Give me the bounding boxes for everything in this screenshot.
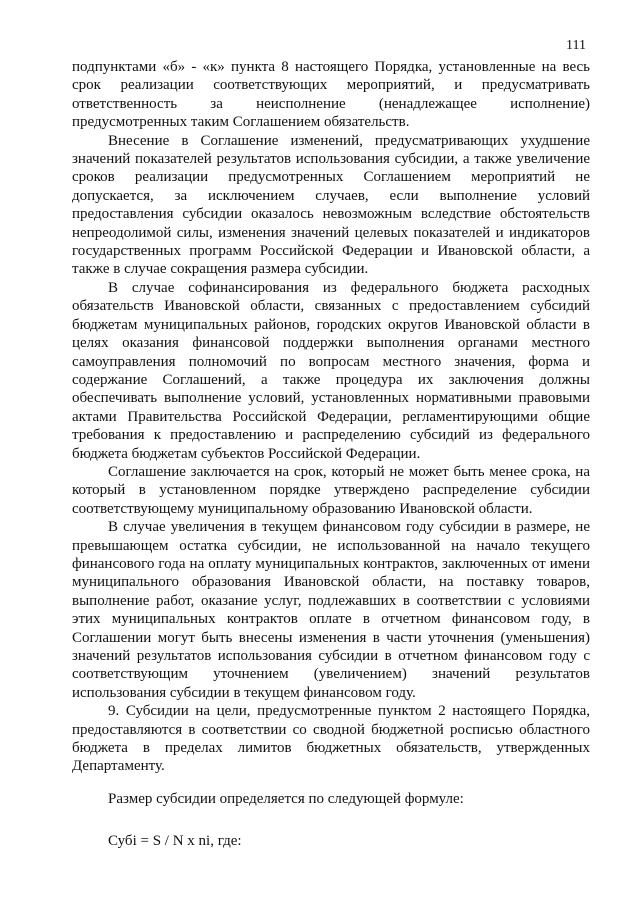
- paragraph: В случае увеличения в текущем финансовом году субсидии в размере, не превышающем остатка субсидии, не использованной на начало текущего финансового года на оплату муниципальных контрактов, заключенных от имени муниципального образования Ивановской области, на поставку товаров, выполнение работ, оказание услуг, подлежавших в соответствии с условиями этих муниципальных контрактов оплате в отчетном финансовом году, в Соглашении могут быть внесены изменения в части уточнения (уменьшения) значений результатов использования субсидии в отчетном финансовом году с соответствующим уточнением (увеличением) значений результатов использования субсидии в текущем финансовом году.: [72, 519, 590, 701]
- paragraph: подпунктами «б» - «к» пункта 8 настоящего Порядка, установленные на весь срок реализации соответствующих мероприятий, и предусматривать ответственность за неисполнение (ненадлежащее исполнение) предусмотренных таким Соглашением обязательств.: [72, 59, 590, 131]
- paragraph: В случае софинансирования из федерального бюджета расходных обязательств Ивановской области, связанных с предоставлением субсидий бюджетам муниципальных районов, городских округов Ивановской области в целях оказания финансовой поддержки выполнения органами местного самоуправления полномочий по вопросам местного значения, форма и содержание Соглашений, а также процедура их заключения должны обеспечивать выполнение условий, установленных нормативными правовыми актами Правительства Российской Федерации, регламентирующими общие требования к предоставлению и распределению субсидий из федерального бюджета бюджетам субъектов Российской Федерации.: [72, 279, 590, 462]
- paragraph: Внесение в Соглашение изменений, предусматривающих ухудшение значений показателей результатов использования субсидии, а также увеличение сроков реализации предусмотренных Соглашением мероприятий не допускается, за исключением случаев, если выполнение условий предоставления субсидии оказалось невозможным вследствие обстоятельств непреодолимой силы, изменения значений целевых показателей и индикаторов государственных программ Российской Федерации и Ивановской области, а также в случае сокращения размера субсидии.: [72, 132, 590, 278]
- formula-intro: Размер субсидии определяется по следующей формуле:: [108, 791, 464, 807]
- paragraph: Соглашение заключается на срок, который не может быть менее срока, на который в установленном порядке утверждено распределение субсидии соответствующему муниципальному образованию Ивановской области.: [72, 463, 590, 517]
- paragraph: 9. Субсидии на цели, предусмотренные пунктом 2 настоящего Порядка, предоставляются в соответствии со сводной бюджетной росписью областного бюджета в пределах лимитов бюджетных обязательств, утвержденных Департаменту.: [72, 703, 590, 775]
- formula: Субi = S / N x ni, где:: [108, 833, 242, 849]
- body-text: [72, 58, 590, 776]
- page-number: 111: [566, 38, 586, 53]
